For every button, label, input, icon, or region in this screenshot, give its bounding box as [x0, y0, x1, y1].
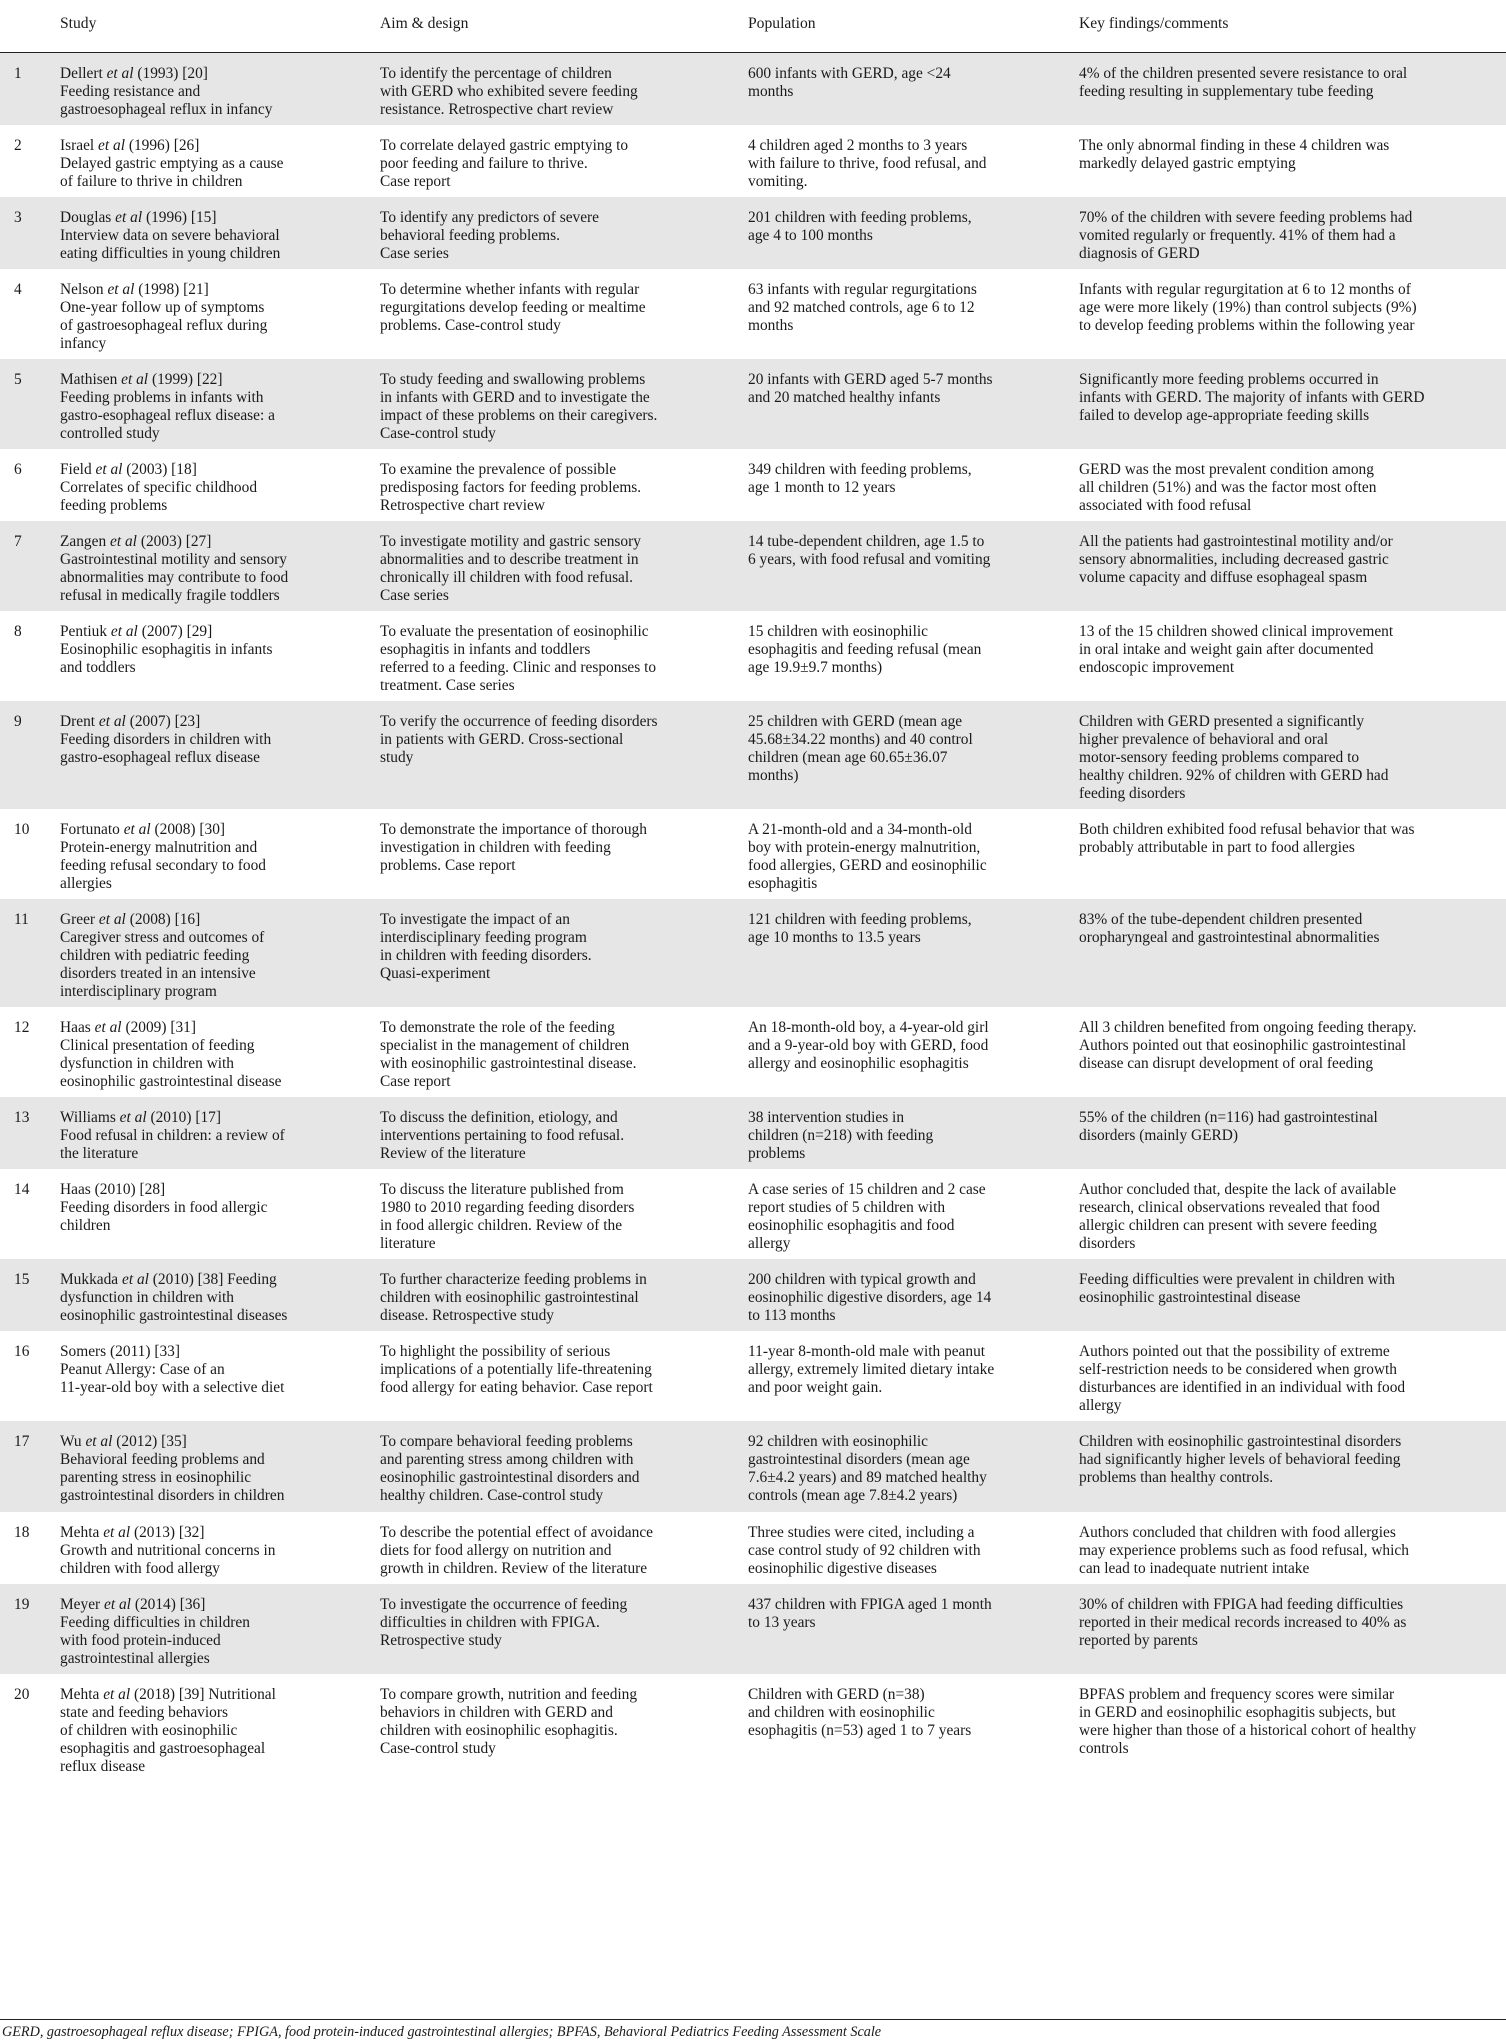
key-findings-cell: The only abnormal finding in these 4 children was markedly delayed gastric emptying	[1079, 136, 1390, 172]
study-title: Behavioral feeding problems and parenting stress in eosinophilic gastrointestinal disorders in children	[60, 1451, 285, 1505]
study-cell	[50, 1421, 370, 1511]
study-title: Delayed gastric emptying as a cause of failure to thrive in children	[60, 154, 284, 190]
aim-design-cell: To describe the potential effect of avoidance diets for food allergy on nutrition and growth in children. Review of the literature	[380, 1523, 653, 1577]
aim-design-cell: To demonstrate the role of the feeding specialist in the management of children with eosinophilic gastrointestinal disease. Case report	[380, 1019, 637, 1091]
study-et-al: et al	[95, 460, 123, 478]
study-citation: (2003) [27]	[140, 532, 212, 550]
study-et-al: et al	[98, 712, 126, 730]
population-cell: 437 children with FPIGA aged 1 month to 13 years	[748, 1595, 992, 1631]
table-row	[0, 1007, 1506, 1097]
aim-design-cell: To discuss the literature published from 1980 to 2010 regarding feeding disorders in food allergic children. Review of the literature	[380, 1181, 635, 1253]
population-cell: 63 infants with regular regurgitations and 92 matched controls, age 6 to 12 months	[748, 280, 977, 334]
study-title: Feeding problems in infants with gastro-esophageal reflux disease: a controlled study	[60, 388, 275, 442]
study-author: Mehta	[60, 1685, 100, 1703]
study-citation: (2007) [23]	[129, 712, 201, 730]
study-cell	[50, 449, 370, 521]
study-author: Meyer	[60, 1595, 101, 1613]
aim-design-cell: To compare behavioral feeding problems and parenting stress among children with eosinophilic gastrointestinal disorders and healthy children. Case-control study	[380, 1433, 640, 1505]
study-et-al: et al	[107, 280, 135, 298]
study-author: Pentiuk	[60, 622, 108, 640]
population-cell: Three studies were cited, including a case control study of 92 children with eosinophilic digestive diseases	[748, 1523, 981, 1577]
study-author: Field	[60, 460, 92, 478]
table-header	[0, 0, 1506, 52]
study-et-al: et al	[110, 622, 138, 640]
study-cell	[50, 1007, 370, 1097]
table-row	[0, 1097, 1506, 1169]
study-title: Peanut Allergy: Case of an 11-year-old boy with a selective diet	[60, 1361, 285, 1397]
aim-design-cell: To identify the percentage of children with GERD who exhibited severe feeding resistance. Retrospective chart review	[380, 64, 638, 118]
study-et-al: et al	[85, 1433, 113, 1451]
study-citation: (2010) [38] Feeding	[152, 1271, 277, 1289]
key-findings-cell: Author concluded that, despite the lack of available research, clinical observations revealed that food allergic children can present with severe feeding disorders	[1079, 1181, 1397, 1253]
table-row	[0, 701, 1506, 809]
study-title: One-year follow up of symptoms of gastroesophageal reflux during infancy	[60, 298, 268, 352]
key-findings-cell: Children with eosinophilic gastrointestinal disorders had significantly higher levels of behavioral feeding problems than healthy controls.	[1079, 1433, 1402, 1487]
row-number: 19	[14, 1595, 30, 1613]
study-citation: (2008) [16]	[129, 911, 201, 929]
key-findings-cell: 30% of children with FPIGA had feeding difficulties reported in their medical records increased to 40% as reported by parents	[1079, 1595, 1407, 1649]
key-findings-cell: 70% of the children with severe feeding problems had vomited regularly or frequently. 41% of them had a diagnosis of GERD	[1079, 208, 1413, 262]
aim-design-cell: To investigate the impact of an interdisciplinary feeding program in children with feeding disorders. Quasi-experiment	[380, 911, 592, 983]
population-cell: 600 infants with GERD, age <24 months	[748, 64, 951, 100]
study-citation: (1999) [22]	[151, 370, 223, 388]
study-title: Clinical presentation of feeding dysfunction in children with eosinophilic gastrointestinal disease	[60, 1037, 282, 1091]
study-title: Caregiver stress and outcomes of children with pediatric feeding disorders treated in an intensive interdisciplinary program	[60, 929, 265, 1001]
study-cell	[50, 809, 370, 899]
study-citation: (2007) [29]	[141, 622, 213, 640]
study-cell	[50, 521, 370, 611]
study-author: Fortunato	[60, 821, 120, 839]
key-findings-cell: Feeding difficulties were prevalent in children with eosinophilic gastrointestinal disease	[1079, 1271, 1395, 1307]
study-citation: (2012) [35]	[116, 1433, 187, 1451]
study-et-al: et al	[106, 64, 134, 82]
study-citation: (2018) [39] Nutritional	[133, 1685, 276, 1703]
population-cell: A case series of 15 children and 2 case report studies of 5 children with eosinophilic esophagitis and food allergy	[748, 1181, 986, 1253]
aim-design-cell: To correlate delayed gastric emptying to poor feeding and failure to thrive. Case report	[380, 136, 629, 190]
row-number: 4	[14, 280, 22, 298]
table-row	[0, 1331, 1506, 1421]
table-row	[0, 1512, 1506, 1584]
table-row	[0, 1674, 1506, 1782]
table-row	[0, 1421, 1506, 1511]
row-number: 1	[14, 64, 22, 82]
header-row	[0, 0, 1506, 52]
population-cell: 38 intervention studies in children (n=218) with feeding problems	[748, 1109, 934, 1163]
aim-design-cell: To identify any predictors of severe behavioral feeding problems. Case series	[380, 208, 600, 262]
study-author: Mathisen	[60, 370, 118, 388]
study-author: Mukkada	[60, 1271, 119, 1289]
study-cell	[50, 1097, 370, 1169]
study-title: Feeding difficulties in children with food protein-induced gastrointestinal allergies	[60, 1613, 250, 1667]
study-et-al: et al	[104, 1595, 131, 1613]
key-findings-cell: 55% of the children (n=116) had gastrointestinal disorders (mainly GERD)	[1079, 1109, 1378, 1145]
row-number: 15	[14, 1271, 30, 1289]
study-citation: (2014) [36]	[134, 1595, 206, 1613]
aim-design-cell: To investigate the occurrence of feeding difficulties in children with FPIGA. Retrospective study	[380, 1595, 628, 1649]
row-number: 8	[14, 622, 22, 640]
study-author: Douglas	[60, 208, 112, 226]
population-cell: 4 children aged 2 months to 3 years with failure to thrive, food refusal, and vomiting.	[748, 136, 987, 190]
study-citation: (1996) [26]	[128, 136, 200, 154]
row-number: 6	[14, 460, 22, 478]
population-cell: 200 children with typical growth and eosinophilic digestive disorders, age 14 to 113 months	[748, 1271, 992, 1325]
study-et-al: et al	[110, 532, 137, 550]
study-citation: (2003) [18]	[126, 460, 197, 478]
population-cell: A 21-month-old and a 34-month-old boy with protein-energy malnutrition, food allergies, GERD and eosinophilic esophagitis	[748, 821, 987, 893]
study-author: Israel	[60, 136, 95, 154]
study-title: Feeding disorders in food allergic children	[60, 1199, 268, 1235]
study-title: Interview data on severe behavioral eating difficulties in young children	[60, 226, 281, 262]
table-row	[0, 52, 1506, 125]
population-cell: 11-year 8-month-old male with peanut allergy, extremely limited dietary intake and poor weight gain.	[748, 1343, 995, 1397]
study-cell	[50, 1331, 370, 1421]
study-et-al: et al	[115, 208, 143, 226]
table-row	[0, 359, 1506, 449]
study-et-al: et al	[94, 1019, 122, 1037]
key-findings-cell: Infants with regular regurgitation at 6 to 12 months of age were more likely (19%) than control subjects (9%) to develop feeding problems within the following year	[1079, 280, 1417, 334]
study-cell	[50, 52, 370, 125]
table-row	[0, 611, 1506, 701]
aim-design-cell: To further characterize feeding problems in children with eosinophilic gastrointestinal disease. Retrospective study	[380, 1271, 647, 1325]
study-cell	[50, 1674, 370, 1782]
table-row	[0, 197, 1506, 269]
study-title: Feeding disorders in children with gastro-esophageal reflux disease	[60, 730, 272, 766]
table-row	[0, 125, 1506, 197]
aim-design-cell: To investigate motility and gastric sensory abnormalities and to describe treatment in chronically ill children with food refusal. Case series	[380, 532, 641, 604]
table-row	[0, 899, 1506, 1007]
row-number: 17	[14, 1433, 30, 1451]
aim-design-cell: To demonstrate the importance of thorough investigation in children with feeding problems. Case report	[380, 821, 647, 875]
study-citation: (2013) [32]	[133, 1523, 205, 1541]
study-cell	[50, 1584, 370, 1674]
table-body	[0, 52, 1506, 1782]
key-findings-cell: Authors pointed out that the possibility of extreme self-restriction needs to be considered when growth disturbances are identified in an individual with food allergy	[1079, 1343, 1406, 1415]
population-cell: 349 children with feeding problems, age 1 month to 12 years	[748, 460, 972, 496]
row-number: 13	[14, 1109, 30, 1127]
row-number: 12	[14, 1019, 30, 1037]
study-et-al: et al	[122, 1271, 149, 1289]
study-author: Zangen	[60, 532, 107, 550]
row-number: 18	[14, 1523, 30, 1541]
key-findings-cell: Significantly more feeding problems occurred in infants with GERD. The majority of infants with GERD failed to develop age-appropriate feeding skills	[1079, 370, 1425, 424]
population-cell: 25 children with GERD (mean age 45.68±34.22 months) and 40 control children (mean age 60.65±36.07 months)	[748, 712, 973, 784]
study-cell	[50, 359, 370, 449]
study-cell	[50, 611, 370, 701]
key-findings-cell: 4% of the children presented severe resistance to oral feeding resulting in supplementary tube feeding	[1079, 64, 1408, 100]
study-cell	[50, 197, 370, 269]
study-citation: (2010) [17]	[150, 1109, 221, 1127]
study-cell	[50, 1512, 370, 1584]
study-author: Haas	[60, 1181, 91, 1199]
key-findings-cell: All 3 children benefited from ongoing feeding therapy. Authors pointed out that eosinophilic gastrointestinal disease can disrupt development of oral feeding	[1079, 1019, 1417, 1073]
study-title: state and feeding behaviors of children with eosinophilic esophagitis and gastroesophageal reflux disease	[60, 1703, 266, 1775]
study-et-al: et al	[98, 136, 125, 154]
study-author: Somers	[60, 1343, 107, 1361]
study-et-al: et al	[121, 370, 149, 388]
study-et-al: et al	[119, 1109, 147, 1127]
row-number: 16	[14, 1343, 30, 1361]
table-footnote: GERD, gastroesophageal reflux disease; FPIGA, food protein-induced gastrointestinal allergies; BPFAS, Behavioral Pediatrics Feeding Assessment Scale	[0, 2019, 1506, 2041]
study-et-al: et al	[103, 1685, 131, 1703]
key-findings-cell: All the patients had gastrointestinal motility and/or sensory abnormalities, including decreased gastric volume capacity and diffuse esophageal spasm	[1079, 532, 1393, 586]
study-cell	[50, 269, 370, 359]
key-findings-cell: BPFAS problem and frequency scores were similar in GERD and eosinophilic esophagitis subjects, but were higher than those of a historical cohort of healthy controls	[1079, 1685, 1417, 1757]
study-cell	[50, 1259, 370, 1331]
study-cell	[50, 701, 370, 809]
aim-design-cell: To verify the occurrence of feeding disorders in patients with GERD. Cross-sectional study	[380, 712, 658, 766]
population-cell: 121 children with feeding problems, age 10 months to 13.5 years	[748, 911, 972, 947]
study-et-al: et al	[98, 911, 126, 929]
study-citation: (1993) [20]	[137, 64, 208, 82]
study-author: Nelson	[60, 280, 104, 298]
study-citation: (2008) [30]	[154, 821, 226, 839]
row-number: 14	[14, 1181, 30, 1199]
study-title: Eosinophilic esophagitis in infants and toddlers	[60, 640, 273, 676]
key-findings-cell: Authors concluded that children with food allergies may experience problems such as food refusal, which can lead to inadequate nutrient intake	[1079, 1523, 1409, 1577]
study-author: Haas	[60, 1019, 91, 1037]
aim-design-cell: To discuss the definition, etiology, and interventions pertaining to food refusal. Review of the literature	[380, 1109, 625, 1163]
table-row	[0, 1584, 1506, 1674]
row-number: 20	[14, 1685, 30, 1703]
study-author: Williams	[60, 1109, 116, 1127]
study-title: Feeding resistance and gastroesophageal reflux in infancy	[60, 82, 273, 118]
population-cell: 92 children with eosinophilic gastrointestinal disorders (mean age 7.6±4.2 years) and 89 matched healthy controls (mean age 7.8±4.2 years)	[748, 1433, 987, 1505]
aim-design-cell: To highlight the possibility of serious implications of a potentially life-threatening food allergy for eating behavior. Case report	[380, 1343, 653, 1397]
study-author: Greer	[60, 911, 96, 929]
row-number: 5	[14, 370, 22, 388]
population-cell: 20 infants with GERD aged 5-7 months and 20 matched healthy infants	[748, 370, 993, 406]
study-title: Protein-energy malnutrition and feeding refusal secondary to food allergies	[60, 839, 266, 893]
table-row	[0, 269, 1506, 359]
aim-design-cell: To study feeding and swallowing problems in infants with GERD and to investigate the impact of these problems on their caregivers. Case-control study	[380, 370, 658, 442]
aim-design-cell: To evaluate the presentation of eosinophilic esophagitis in infants and toddlers referred to a feeding. Clinic and responses to treatment. Case series	[380, 622, 657, 694]
row-number: 9	[14, 712, 22, 730]
table-row	[0, 521, 1506, 611]
study-title: Correlates of specific childhood feeding problems	[60, 478, 258, 514]
table-row	[0, 449, 1506, 521]
row-number: 3	[14, 208, 22, 226]
row-number: 7	[14, 532, 22, 550]
header-number	[0, 0, 50, 52]
study-et-al: et al	[123, 821, 151, 839]
header-key-findings: Key findings/comments	[1079, 14, 1229, 32]
row-number: 2	[14, 136, 22, 154]
table-row	[0, 1259, 1506, 1331]
study-cell	[50, 125, 370, 197]
population-cell: An 18-month-old boy, a 4-year-old girl and a 9-year-old boy with GERD, food allergy and eosinophilic esophagitis	[748, 1019, 989, 1073]
row-number: 11	[14, 911, 29, 929]
population-cell: 14 tube-dependent children, age 1.5 to 6 years, with food refusal and vomiting	[748, 532, 991, 568]
study-title: Growth and nutritional concerns in children with food allergy	[60, 1541, 276, 1577]
study-author: Drent	[60, 712, 96, 730]
population-cell: Children with GERD (n=38) and children with eosinophilic esophagitis (n=53) aged 1 to 7 years	[748, 1685, 972, 1739]
study-title: dysfunction in children with eosinophilic gastrointestinal diseases	[60, 1289, 288, 1325]
study-citation: (1998) [21]	[138, 280, 209, 298]
study-citation: (1996) [15]	[145, 208, 217, 226]
study-author: Dellert	[60, 64, 103, 82]
population-cell: 201 children with feeding problems, age 4 to 100 months	[748, 208, 972, 244]
row-number: 10	[14, 821, 30, 839]
study-citation: (2009) [31]	[125, 1019, 196, 1037]
aim-design-cell: To compare growth, nutrition and feeding behaviors in children with GERD and children with eosinophilic esophagitis. Case-control study	[380, 1685, 638, 1757]
key-findings-cell: 13 of the 15 children showed clinical improvement in oral intake and weight gain after documented endoscopic improvement	[1079, 622, 1394, 676]
study-author: Wu	[60, 1433, 82, 1451]
aim-design-cell: To examine the prevalence of possible predisposing factors for feeding problems. Retrospective chart review	[380, 460, 642, 514]
population-cell: 15 children with eosinophilic esophagitis and feeding refusal (mean age 19.9±9.7 months)	[748, 622, 982, 676]
aim-design-cell: To determine whether infants with regular regurgitations develop feeding or mealtime problems. Case-control study	[380, 280, 646, 334]
study-cell	[50, 1169, 370, 1259]
study-title: Food refusal in children: a review of the literature	[60, 1127, 285, 1163]
key-findings-cell: Children with GERD presented a significantly higher prevalence of behavioral and oral motor-sensory feeding problems compared to healthy children. 92% of children with GERD had feeding disorders	[1079, 712, 1389, 802]
header-aim-design: Aim & design	[380, 14, 469, 32]
header-study: Study	[60, 14, 97, 32]
table-row	[0, 1169, 1506, 1259]
study-title: Gastrointestinal motility and sensory abnormalities may contribute to food refusal in medically fragile toddlers	[60, 550, 289, 604]
table-row	[0, 809, 1506, 899]
study-citation: (2010) [28]	[94, 1181, 166, 1199]
study-et-al: et al	[103, 1523, 131, 1541]
key-findings-cell: GERD was the most prevalent condition among all children (51%) and was the factor most often associated with food refusal	[1079, 460, 1377, 514]
study-cell	[50, 899, 370, 1007]
header-population: Population	[748, 14, 816, 32]
key-findings-cell: 83% of the tube-dependent children presented oropharyngeal and gastrointestinal abnormalities	[1079, 911, 1380, 947]
study-citation: (2011) [33]	[110, 1343, 180, 1361]
key-findings-cell: Both children exhibited food refusal behavior that was probably attributable in part to food allergies	[1079, 821, 1415, 857]
study-author: Mehta	[60, 1523, 100, 1541]
